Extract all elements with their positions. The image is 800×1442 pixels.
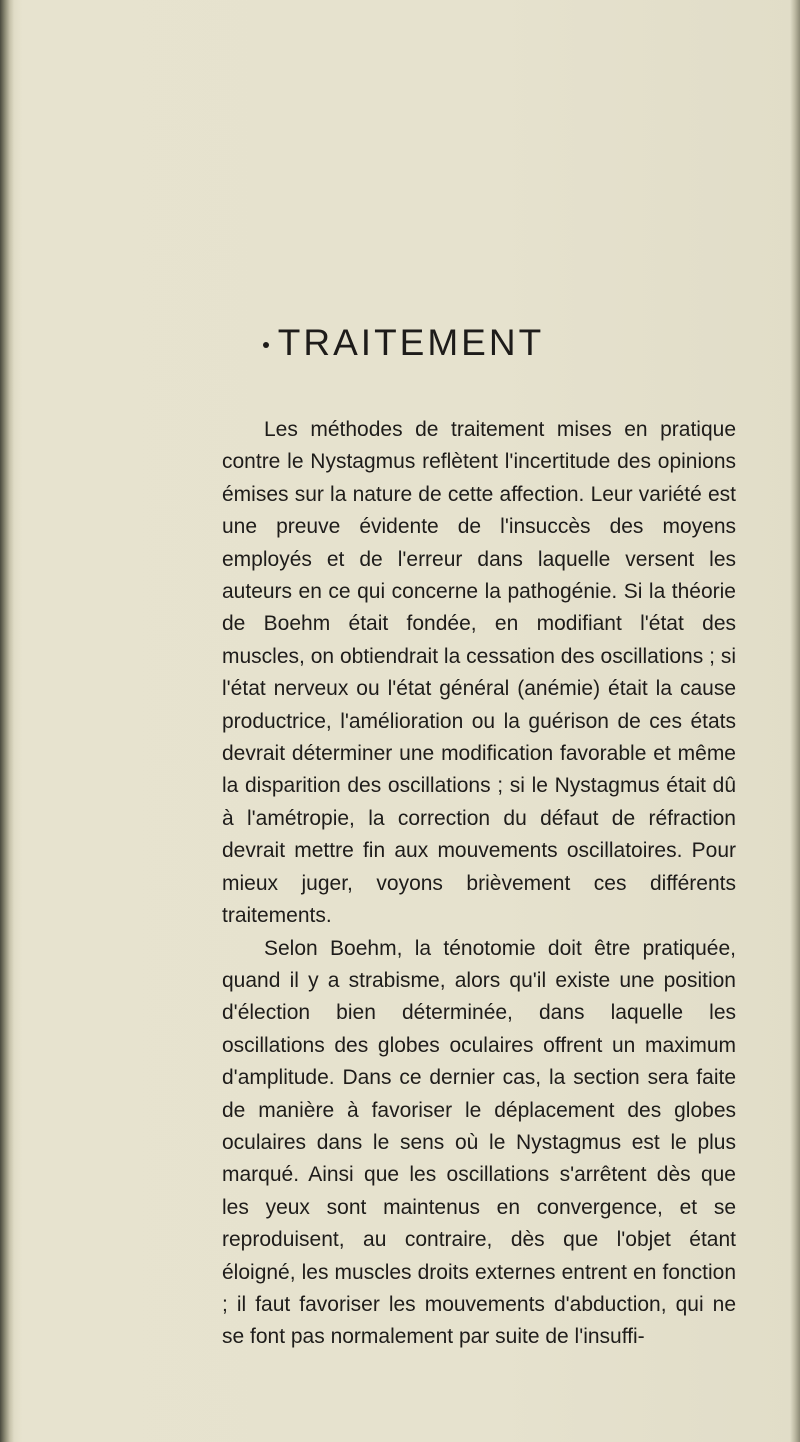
paragraph-1: Les méthodes de traitement mises en pratique contre le Nystagmus reflètent l'incertitude des opinions émises sur la nature de cette affection. Leur variété est une preuve évidente de l'insuccès des moyens employés et de l'erreur dans laquelle versent les auteurs en ce qui concerne la pathogénie. Si la théorie de Boehm était fondée, en modifiant l'état des muscles, on obtiendrait la cessation des oscillations ; si l'état nerveux ou l'état général (anémie) était la cause productrice, l'amélioration ou la guérison de ces états devrait déterminer une modification favorable et même la disparition des oscillations ; si le Nystagmus était dû à l'amétropie, la correction du défaut de réfraction devrait mettre fin aux mouvements oscillatoires. Pour mieux juger, voyons brièvement ces différents traitements. bbox=[222, 418, 736, 928]
binding-edge bbox=[0, 0, 14, 1442]
section-title: TRAITEMENT bbox=[277, 322, 545, 363]
paragraph-2: Selon Boehm, la ténotomie doit être pratiquée, quand il y a strabisme, alors qu'il existe une position d'élection bien déterminée, dans laquelle les oscillations des globes oculaires offrent un maximum d'amplitude. Dans ce dernier cas, la section sera faite de manière à favoriser le déplacement des globes oculaires dans le sens où le Nystagmus est le plus marqué. Ainsi que les oscillations s'arrêtent dès que les yeux sont maintenus en convergence, et se reproduisent, au contraire, dès que l'objet étant éloigné, les muscles droits externes entrent en fonction ; il faut favoriser les mouvements d'abduction, qui ne se font pas normalement par suite de l'insuffi- bbox=[222, 936, 736, 1349]
body-text bbox=[222, 414, 736, 1354]
page-right-edge bbox=[790, 0, 800, 1442]
